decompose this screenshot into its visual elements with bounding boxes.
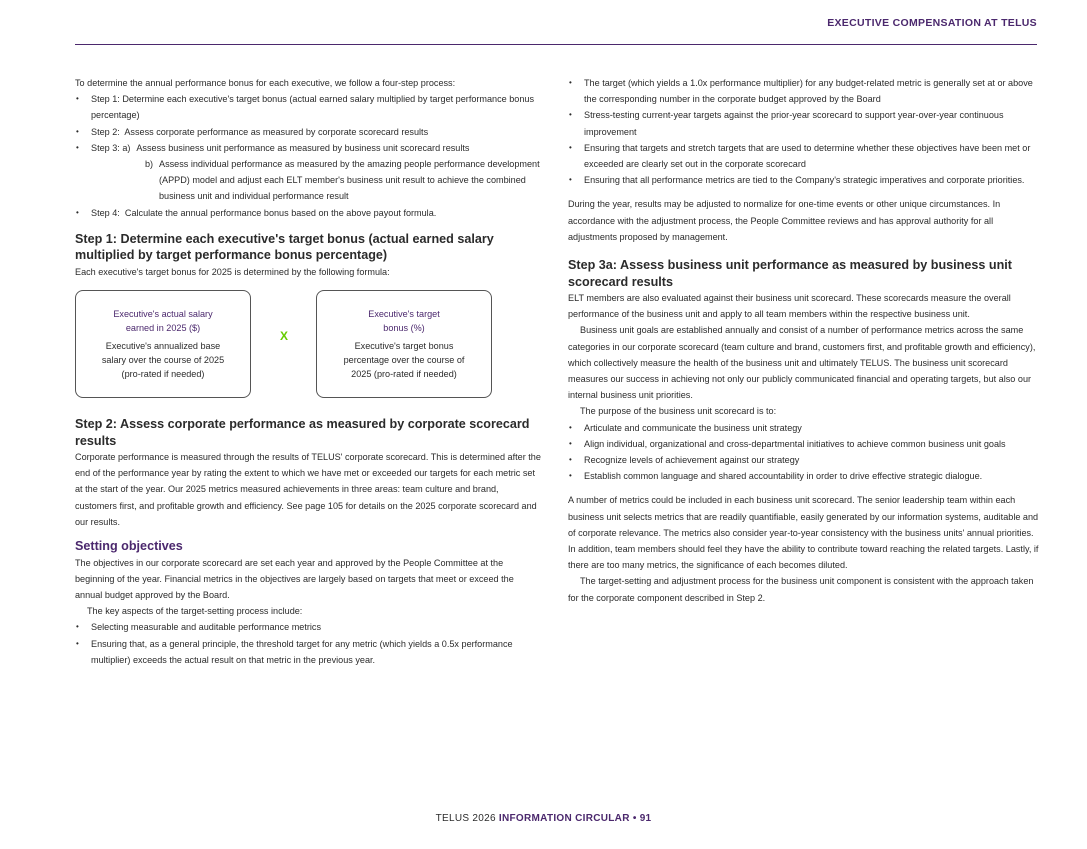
objectives-heading: Setting objectives [75,539,183,554]
process-steps-list [75,91,543,221]
right-column [568,75,1040,606]
step3a-text: Assess business unit performance as measured by business unit scorecard results [136,142,470,153]
step3-label: • Step 3: [91,142,120,153]
list-item: • Selecting measurable and auditable performance metrics [75,619,543,635]
bonus-formula [75,280,543,408]
intro-text: To determine the annual performance bonus for each executive, we follow a four-step process: [75,78,456,88]
list-item: • Establish common language and shared accountability in order to drive effective strategic dialogue. [568,468,1040,484]
list-item: • Stress-testing current-year targets against the prior-year scorecard to support year-over-year continuous improvement [568,107,1040,139]
purpose-text: The purpose of the business unit scorecard is to: [580,406,777,417]
list-item: • Step 2: Assess corporate performance as measured by corporate scorecard results [75,124,543,140]
purpose-list [568,420,1040,485]
page-header: EXECUTIVE COMPENSATION AT TELUS [827,17,1037,29]
list-item: • Align individual, organizational and cross-departmental initiatives to achieve common business unit goals [568,436,1040,452]
step2-heading: Step 2: Assess corporate performance as measured by corporate scorecard results [75,417,530,448]
key-aspects-text: The key aspects of the target-setting process include: [87,606,303,617]
list-item: • Recognize levels of achievement against our strategy [568,452,1040,468]
step1-heading: Step 1: Determine each executive's target bonus (actual earned salary multiplied by target performance bonus percentage) [75,231,494,263]
page-number: • 91 [629,813,652,824]
step3a-letter: a) [122,142,131,153]
salary-box-desc: Executive's annualized base [105,341,221,352]
step3b-text: Assess individual performance as measured by the amazing people performance development (APPD) model and adjust each ELT member's business unit result to achieve the combined business unit and individual performance result [159,159,540,202]
salary-box-title: Executive's actual salary [113,309,213,320]
goals-text: Business unit goals are established annually and consist of a number of performance metrics across the same categories in our corporate scorecard (team culture and brand, customers first, and profitable growth and efficiency), which collectively measure the health of the business unit and ultimately TELUS. The business unit scorecard measures our success in achieving not only our publicly communicated financial and operating targets, but also our internal business unit priorities. [568,325,1036,401]
step3a-heading: Step 3a: Assess business unit performance as measured by business unit scorecard results [568,258,1012,289]
metrics-text: A number of metrics could be included in each business unit scorecard. The senior leadership team within each business unit selects metrics that are readily quantifiable, easily generated by our information systems, auditable and of corporate relevance. The metrics also consider year-to-year consistency with the business units' annual priorities. In addition, team members should feel they have the ability to contribute toward reaching the related targets. Lastly, if there are too many metrics, the significance of each becomes diluted. [568,495,1039,571]
step1-text: Each executive's target bonus for 2025 is determined by the following formula: [75,266,390,277]
salary-box-desc: (pro-rated if needed) [121,369,205,380]
target-box-desc: Executive's target bonus [354,341,454,352]
left-column [75,75,543,668]
objectives-text: The objectives in our corporate scorecard are set each year and approved by the People Committee at the beginning of the year. Financial metrics in the objectives are largely based on targets that meet or exceed the annual budget approved by the Board. [75,557,514,600]
salary-box-desc: salary over the course of 2025 [101,355,225,366]
aspects-list [75,619,543,668]
list-item-continued [568,75,1040,107]
list-item: • Ensuring that, as a general principle, the threshold target for any metric (which yields a 0.5x performance multiplier) exceeds the actual result on that metric in the previous year. [75,636,543,668]
multiply-operator: X [280,329,289,344]
target-box-desc: percentage over the course of [343,355,465,366]
footer-prefix: TELUS 2026 [435,813,499,824]
final-text: The target-setting and adjustment process for the business unit component is consistent with the approach taken for the corporate component described in Step 2. [568,576,1034,603]
aspect-continued-text: The target (which yields a 1.0x performance multiplier) for any budget-related metric is generally set at or above the corresponding number in the corporate budget approved by the Board [584,78,1033,105]
salary-box [75,290,251,398]
page-footer [0,813,1087,824]
list-item: • Ensuring that targets and stretch targets that are used to determine whether these objectives have been met or exceeded are clearly set out in the corporate scorecard [568,140,1040,172]
list-item [75,140,543,205]
adjustment-text: During the year, results may be adjusted to normalize for one-time events or other unique circumstances. In accordance with the adjustment process, the People Committee reviews and has approval authority for all adjustments proposed by management. [568,199,1001,242]
list-item: • Step 1: Determine each executive's target bonus (actual earned salary multiplied by target performance bonus percentage) [75,91,543,123]
footer-title-text: INFORMATION CIRCULAR [498,813,630,824]
footer-title [499,813,652,824]
list-item: • Step 4: Calculate the annual performance bonus based on the above payout formula. [75,205,543,221]
salary-box-title: earned in 2025 ($) [125,323,201,334]
aspects-list-continued [568,75,1040,188]
step2-text: Corporate performance is measured through the results of TELUS' corporate scorecard. This is determined after the end of the performance year by rating the extent to which we have met or exceeded our targets for each metric set at the start of the year. Our 2025 metrics measured achievements in three areas: team culture and brand, customers first, and profitable growth and efficiency. See page 105 for details on the 2025 corporate scorecard and our results. [75,452,541,527]
elt-text: ELT members are also evaluated against their business unit scorecard. These scorecards measure the overall performance of the business unit and apply to all team members within the respective business unit. [568,293,1011,320]
target-box-title: bonus (%) [383,323,425,334]
header-rule [75,44,1037,45]
list-item: • Articulate and communicate the business unit strategy [568,420,1040,436]
target-box-title: Executive's target [368,309,440,320]
target-bonus-box [316,290,492,398]
list-item: • Ensuring that all performance metrics are tied to the Company's strategic imperatives and corporate priorities. [568,172,1040,188]
target-box-desc: 2025 (pro-rated if needed) [351,369,457,380]
step3b-letter: b) [145,159,154,170]
